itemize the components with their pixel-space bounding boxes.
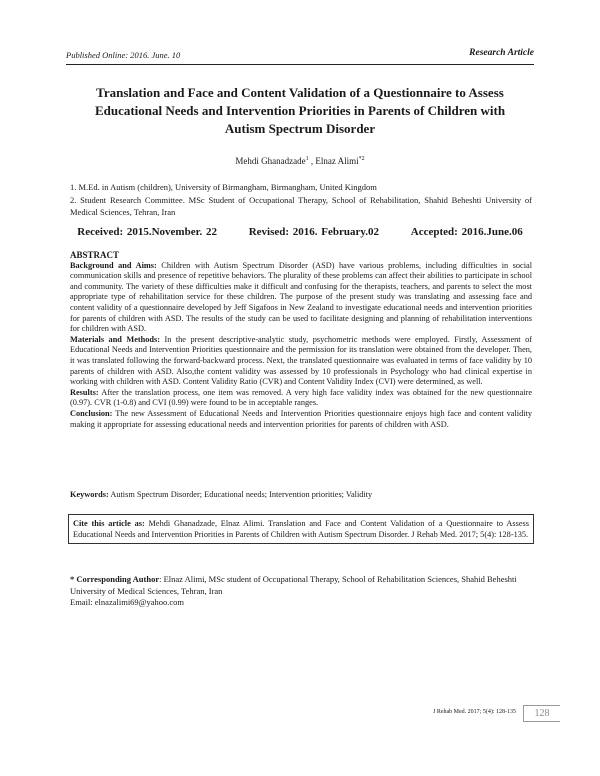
affiliation-1: 1. M.Ed. in Autism (children), University of Birmangham, Birmangham, United Kingdom	[70, 182, 377, 192]
keywords	[70, 490, 532, 499]
affiliations	[70, 181, 532, 219]
corresponding-email: Email: elnazalimi69@yahoo.com	[70, 597, 185, 607]
background-text: Children with Autism Spectrum Disorder (ASD) have various problems, including difficulties in social communication skills and presence of repetitive behaviors. The plurality of these problems can affect their abilities to participate in school and community. The variety of these difficulties make it difficult and confusing for the therapists, teachers, and parents to select the most appropriate type of rehabilitation service for these children. The purpose of the present study was translating and assessing face and content validity of a questionnaire developed by Jeff Sigafoos in New Zealand to investigate educational needs and intervention priorities for parents of children with ASD. The results of the study can be used to facilitate designing and planning of rehabilitation interventions for children with ASD.	[70, 260, 533, 334]
corresponding-label: * Corresponding Author	[70, 574, 160, 584]
running-header	[66, 50, 534, 64]
journal-reference: J Rehab Med. 2017; 5(4): 128-135	[433, 709, 516, 715]
conclusion-label: Conclusion:	[70, 408, 113, 418]
abstract	[70, 250, 532, 430]
article-dates	[0, 226, 600, 238]
received-date: Received: 2015.November. 22	[77, 226, 217, 238]
article-type: Research Article	[469, 48, 534, 58]
keywords-text: Autism Spectrum Disorder; Educational needs; Intervention priorities; Validity	[108, 490, 373, 499]
accepted-date: Accepted: 2016.June.06	[410, 226, 523, 238]
conclusion-text: The new Assessment of Educational Needs and Intervention Priorities questionnaire enjoys high face and content validity making it appropriate for assessing educational needs and intervention priorities for parents of children with ASD.	[70, 408, 532, 429]
methods-text: In the present descriptive-analytic study, psychometric methods were employed. Firstly, Assessment of Educational Needs and Intervention Priorities questionnaire and the permission for its translation were obtained from the developer. Then, it was translated following the forward-backward process. Next, the translated questionnaire was evaluated in terms of face validity by 10 parents of children with ASD. Also,the content validity was assessed by 10 professionals in Psychology who had clinical expertise in working with children with ASD. Content Validity Ratio (CVR) and Content Validity Index (CVI) were determined, as well.	[70, 334, 532, 387]
abstract-heading: ABSTRACT	[70, 250, 120, 260]
author-2-affil: *2	[358, 156, 365, 162]
header-divider	[66, 64, 534, 65]
revised-date: Revised: 2016. February.02	[248, 226, 380, 238]
background-label: Background and Aims:	[70, 260, 157, 270]
abstract-results	[70, 388, 532, 409]
author-2: Elnaz Alimi	[315, 156, 359, 166]
methods-label: Materials and Methods:	[70, 334, 161, 344]
abstract-methods	[70, 335, 532, 388]
author-line	[0, 156, 600, 166]
results-label: Results:	[70, 387, 99, 397]
published-date: Published Online: 2016. June. 10	[66, 50, 181, 60]
abstract-background	[70, 261, 532, 335]
corresponding-text: : Elnaz Alimi, MSc student of Occupational Therapy, School of Rehabilitation Sciences, Shahid Beheshti University of Medical Sciences, Tehran, Iran	[70, 574, 517, 596]
affiliation-2: 2. Student Research Committee. MSc Student of Occupational Therapy, School of Rehabilitation, Shahid Beheshti University of Medical Sciences, Tehran, Iran	[70, 195, 532, 217]
author-1: Mehdi Ghanadzade	[235, 156, 306, 166]
keywords-label: Keywords:	[70, 490, 109, 499]
citation-box	[68, 514, 534, 544]
citation-label: Cite this article as:	[73, 519, 145, 528]
author-separator: ,	[308, 156, 316, 166]
page-number: 128	[523, 705, 560, 722]
author-1-affil: 1	[305, 156, 309, 162]
corresponding-author	[70, 574, 532, 609]
citation-text: Mehdi Ghanadzade, Elnaz Alimi. Translation and Face and Content Validation of a Questionnaire to Assess Educational Needs and Intervention Priorities in Parents of Children with Autism Spectrum Disorder. J Rehab Med. 2017; 5(4): 128-135.	[73, 519, 529, 539]
abstract-conclusion	[70, 409, 532, 430]
article-title: Translation and Face and Content Validation of a Questionnaire to Assess Educational Needs and Intervention Priorities in Parents of Children with Autism Spectrum Disorder	[94, 85, 506, 136]
results-text: After the translation process, one item was removed. A very high face validity index was obtained for the new questionnaire (0.97). CVR (1-0.8) and CVI (0.99) were found to be in acceptable ranges.	[70, 387, 532, 408]
